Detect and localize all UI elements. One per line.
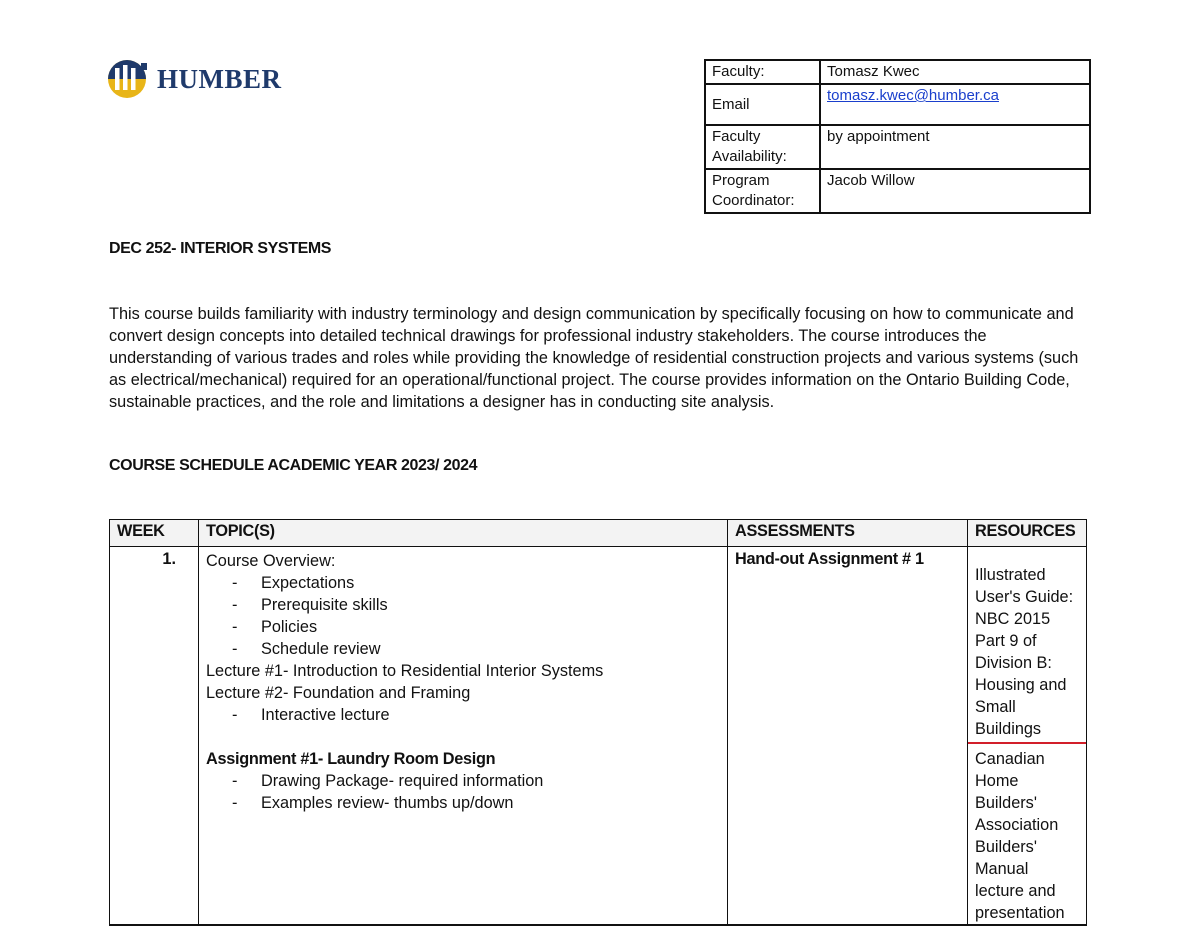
header-topics: TOPIC(S) (199, 520, 728, 547)
header-assessments: ASSESSMENTS (728, 520, 968, 547)
topic-bullet: - Policies (232, 618, 318, 636)
course-schedule-table (109, 519, 1087, 926)
topic-bullet: - Schedule review (232, 640, 381, 658)
availability-value: by appointment (820, 125, 1090, 169)
resources-cell (968, 547, 1087, 926)
resource-nbc-guide: Illustrated User's Guide: NBC 2015 Part 9 of Division B: Housing and Small Buildings (968, 547, 1086, 744)
course-title: DEC 252- INTERIOR SYSTEMS (109, 240, 332, 257)
faculty-value: Tomasz Kwec (820, 60, 1090, 84)
topic-bullet: - Drawing Package- required information (232, 772, 544, 790)
info-row-availability (705, 125, 1090, 169)
coordinator-label: Program Coordinator: (705, 169, 820, 213)
course-description: This course builds familiarity with industry terminology and design communication by specifically focusing on how to communicate and convert design concepts into detailed technical drawings for professional industry stakeholders. The course introduces the understanding of various trades and roles while providing the knowledge of residential construction projects and various systems (such as electrical/mechanical) required for an operational/functional project. The course provides information on the Ontario Building Code, sustainable practices, and the role and limitations a designer has in conducting site analysis. (109, 305, 1079, 411)
faculty-label: Faculty: (705, 60, 820, 84)
topic-overview: Course Overview: (206, 552, 336, 570)
faculty-info-table (704, 59, 1091, 214)
info-row-coordinator (705, 169, 1090, 213)
humber-logo-icon (107, 59, 151, 99)
humber-logo (107, 59, 282, 99)
availability-label: Faculty Availability: (705, 125, 820, 169)
schedule-header-row (110, 520, 1087, 547)
humber-wordmark: HUMBER (157, 63, 282, 94)
schedule-row-week-1 (110, 547, 1087, 926)
topic-lecture-2: Lecture #2- Foundation and Framing (206, 684, 471, 702)
email-label: Email (705, 84, 820, 125)
topic-assignment: Assignment #1- Laundry Room Design (206, 750, 496, 768)
topics-cell (199, 547, 728, 926)
coordinator-value: Jacob Willow (820, 169, 1090, 213)
topic-bullet: - Interactive lecture (232, 706, 390, 724)
topic-bullet: - Prerequisite skills (232, 596, 388, 614)
email-link[interactable]: tomasz.kwec@humber.ca (827, 87, 999, 104)
topic-bullet: - Expectations (232, 574, 355, 592)
info-row-faculty (705, 60, 1090, 84)
info-row-email (705, 84, 1090, 125)
topic-lecture-1: Lecture #1- Introduction to Residential Interior Systems (206, 662, 604, 680)
resource-chba-manual: Canadian Home Builders' Association Builders' Manual lecture and presentation (975, 750, 1065, 922)
topic-bullet: - Examples review- thumbs up/down (232, 794, 514, 812)
header-resources: RESOURCES (968, 520, 1087, 547)
assessment-cell: Hand-out Assignment # 1 (728, 547, 968, 926)
week-number: 1. (110, 547, 199, 926)
header-week: WEEK (110, 520, 199, 547)
schedule-title: COURSE SCHEDULE ACADEMIC YEAR 2023/ 2024 (109, 457, 478, 474)
email-value-cell (820, 84, 1090, 125)
spacer (206, 726, 720, 748)
